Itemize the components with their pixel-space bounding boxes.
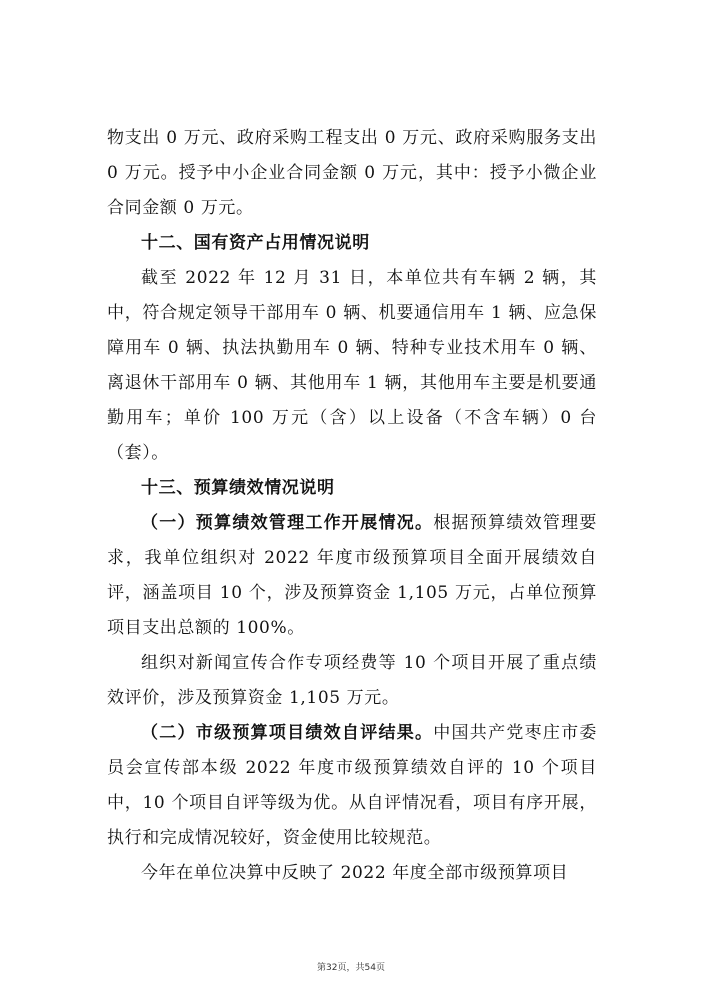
paragraph-self-evaluation [107, 716, 597, 856]
sub-heading-management: （一）预算绩效管理工作开展情况。 [141, 513, 434, 533]
paragraph-final-accounts: 今年在单位决算中反映了 2022 年度全部市级预算项目 [141, 863, 569, 883]
paragraph-key-evaluation: 组织对新闻宣传合作专项经费等 10 个项目开展了重点绩效评价，涉及预算资金 1,105 万元。 [107, 653, 597, 708]
page-content [107, 121, 597, 891]
paragraph-performance-management [107, 506, 597, 646]
paragraph-management-body: 根据预算绩效管理要求，我单位组织对 2022 年度市级预算项目全面开展绩效自评，涵盖项目 10 个，涉及预算资金 1,105 万元，占单位预算项目支出总额的 100%。 [107, 513, 597, 638]
paragraph-procurement: 物支出 0 万元、政府采购工程支出 0 万元、政府采购服务支出 0 万元。授予中小企业合同金额 0 万元，其中：授予小微企业合同金额 0 万元。 [107, 128, 597, 218]
paragraph-self-evaluation-body: 中国共产党枣庄市委员会宣传部本级 2022 年度市级预算绩效自评的 10 个项目中，10 个项目自评等级为优。从自评情况看，项目有序开展，执行和完成情况较好，资金使用比较规范。 [107, 723, 597, 848]
paragraph-vehicles: 截至 2022 年 12 月 31 日，本单位共有车辆 2 辆，其中，符合规定领导干部用车 0 辆、机要通信用车 1 辆、应急保障用车 0 辆、执法执勤用车 0 辆、特种专业技术用车 0 辆、离退休干部用车 0 辆、其他用车 1 辆，其他用车主要是机要通勤用车；单价 100 万元（含）以上设备（不含车辆）0 台（套）。 [107, 268, 597, 463]
section-heading-assets: 十二、国有资产占用情况说明 [141, 233, 370, 253]
sub-heading-self-evaluation: （二）市级预算项目绩效自评结果。 [141, 723, 434, 743]
page-footer: 第32页，共54页 [317, 963, 385, 973]
section-heading-performance: 十三、预算绩效情况说明 [141, 478, 335, 498]
